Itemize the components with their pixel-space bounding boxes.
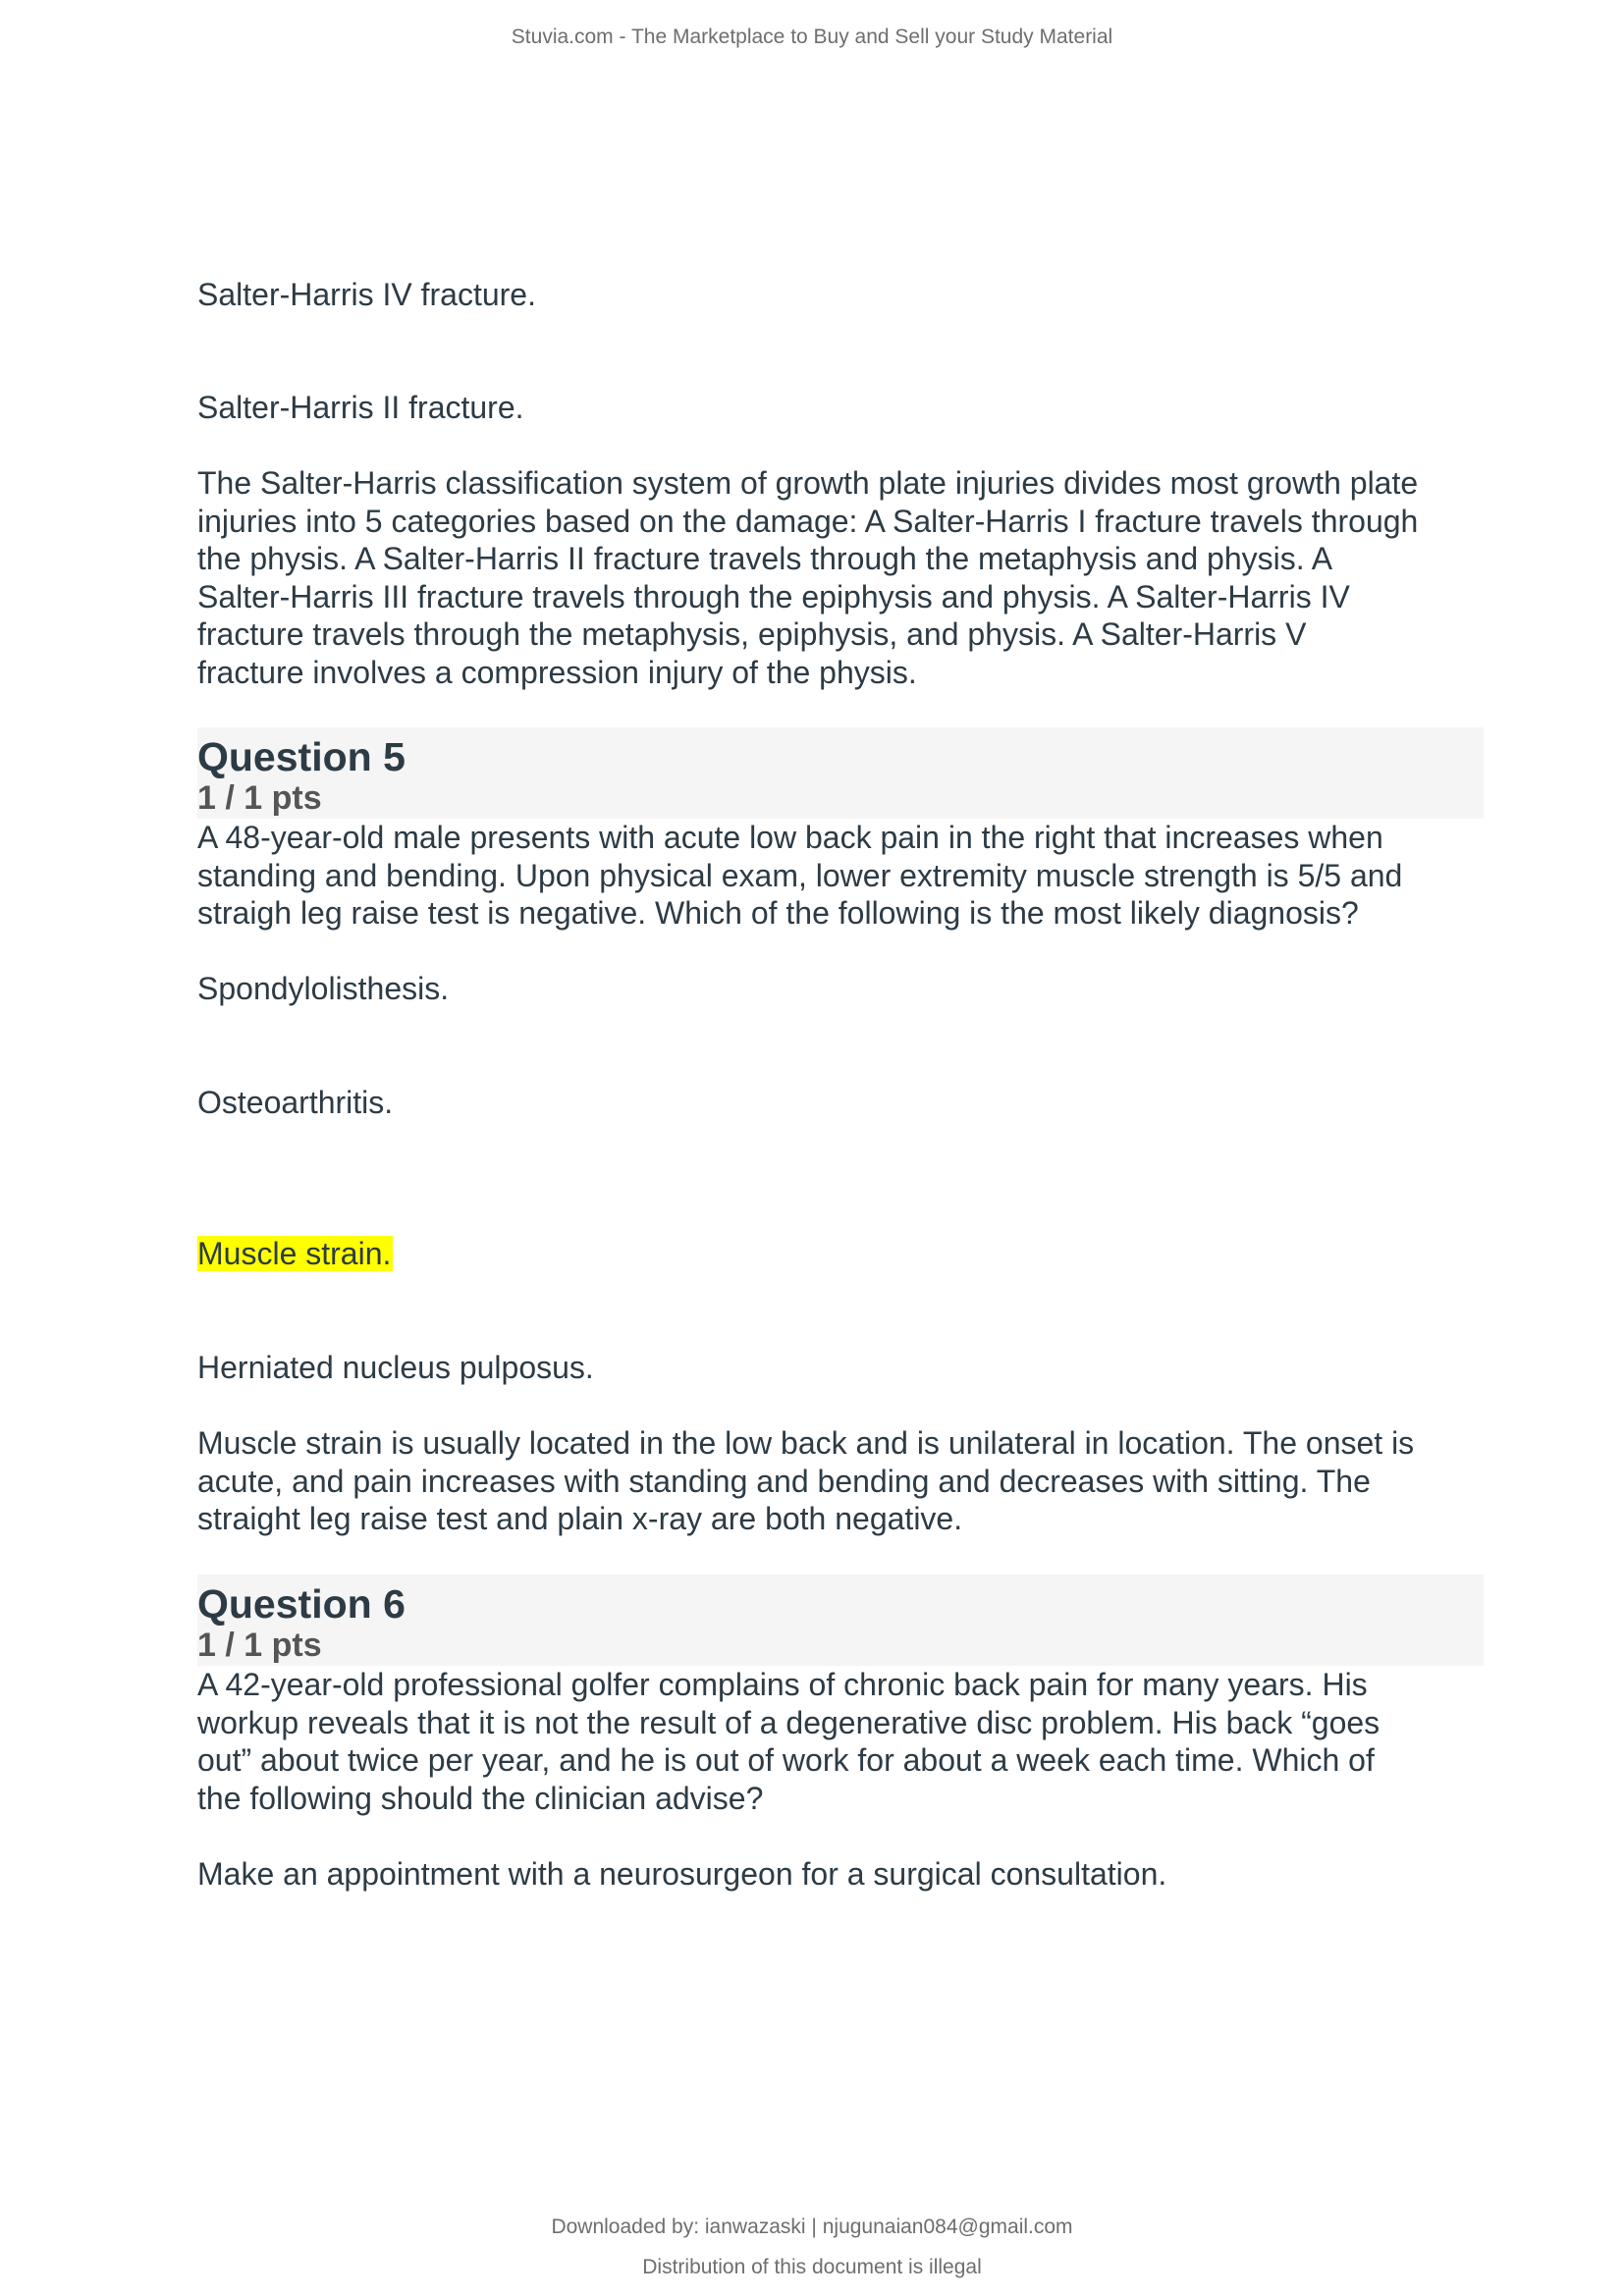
question-6-option-a: Make an appointment with a neurosurgeon for a surgical consultation. — [197, 1856, 1167, 1892]
q4-explanation — [197, 464, 1484, 692]
question-5-header — [197, 727, 1484, 819]
q4-explanation-line: fracture involves a compression injury of the physis. — [197, 654, 917, 690]
question-6-text-line: the following should the clinician advise? — [197, 1780, 764, 1816]
q4-explanation-line: fracture travels through the metaphysis, epiphysis, and physis. A Salter-Harris V — [197, 616, 1307, 653]
question-6-text — [197, 1666, 1484, 1817]
question-5-title: Question 5 — [197, 734, 406, 779]
question-5-explanation-line: Muscle strain is usually located in the low back and is unilateral in location. The onset is — [197, 1425, 1415, 1461]
question-6-text-line: workup reveals that it is not the result of a degenerative disc problem. His back “goes — [197, 1704, 1380, 1740]
correct-answer-highlight: Muscle strain. — [197, 1236, 392, 1271]
q4-option-d: Salter-Harris II fracture. — [197, 390, 524, 425]
q4-option-c: Salter-Harris IV fracture. — [197, 277, 536, 312]
downloaded-by-note: Downloaded by: ianwazaski | njugunaian084@gmail.com — [551, 2216, 1073, 2238]
question-5-text — [197, 819, 1484, 933]
q4-explanation-line: the physis. A Salter-Harris II fracture travels through the metaphysis and physis. A — [197, 541, 1333, 577]
question-5-option-a: Spondylolisthesis. — [197, 971, 450, 1006]
question-6-points: 1 / 1 pts — [197, 1627, 322, 1664]
stuvia-header-note: Stuvia.com - The Marketplace to Buy and Sell your Study Material — [511, 26, 1113, 48]
question-5-option-b: Osteoarthritis. — [197, 1085, 394, 1120]
question-5-text-line: standing and bending. Upon physical exam, lower extremity muscle strength is 5/5 and — [197, 857, 1403, 893]
question-5-explanation — [197, 1424, 1484, 1538]
question-5-text-line: straigh leg raise test is negative. Which of the following is the most likely diagnosis? — [197, 895, 1359, 932]
question-6-title: Question 6 — [197, 1581, 406, 1627]
q4-explanation-line: Salter-Harris III fracture travels through the epiphysis and physis. A Salter-Harris IV — [197, 578, 1350, 614]
question-6-text-line: A 42-year-old professional golfer complains of chronic back pain for many years. His — [197, 1667, 1368, 1702]
q4-explanation-line: The Salter-Harris classification system of growth plate injuries divides most growth plate — [197, 465, 1419, 501]
question-5-points: 1 / 1 pts — [197, 779, 322, 817]
question-5-option-c — [197, 1235, 393, 1273]
question-5-option-d: Herniated nucleus pulposus. — [197, 1350, 594, 1385]
q4-explanation-line: injuries into 5 categories based on the damage: A Salter-Harris I fracture travels through — [197, 503, 1419, 539]
distribution-note: Distribution of this document is illegal — [642, 2256, 982, 2278]
question-5-text-line: A 48-year-old male presents with acute low back pain in the right that increases when — [197, 820, 1383, 855]
question-5-explanation-line: straight leg raise test and plain x-ray are both negative. — [197, 1501, 963, 1537]
question-5-explanation-line: acute, and pain increases with standing and bending and decreases with sitting. The — [197, 1463, 1371, 1499]
question-6-header — [197, 1575, 1484, 1666]
question-6-text-line: out” about twice per year, and he is out of work for about a week each time. Which of — [197, 1742, 1375, 1779]
